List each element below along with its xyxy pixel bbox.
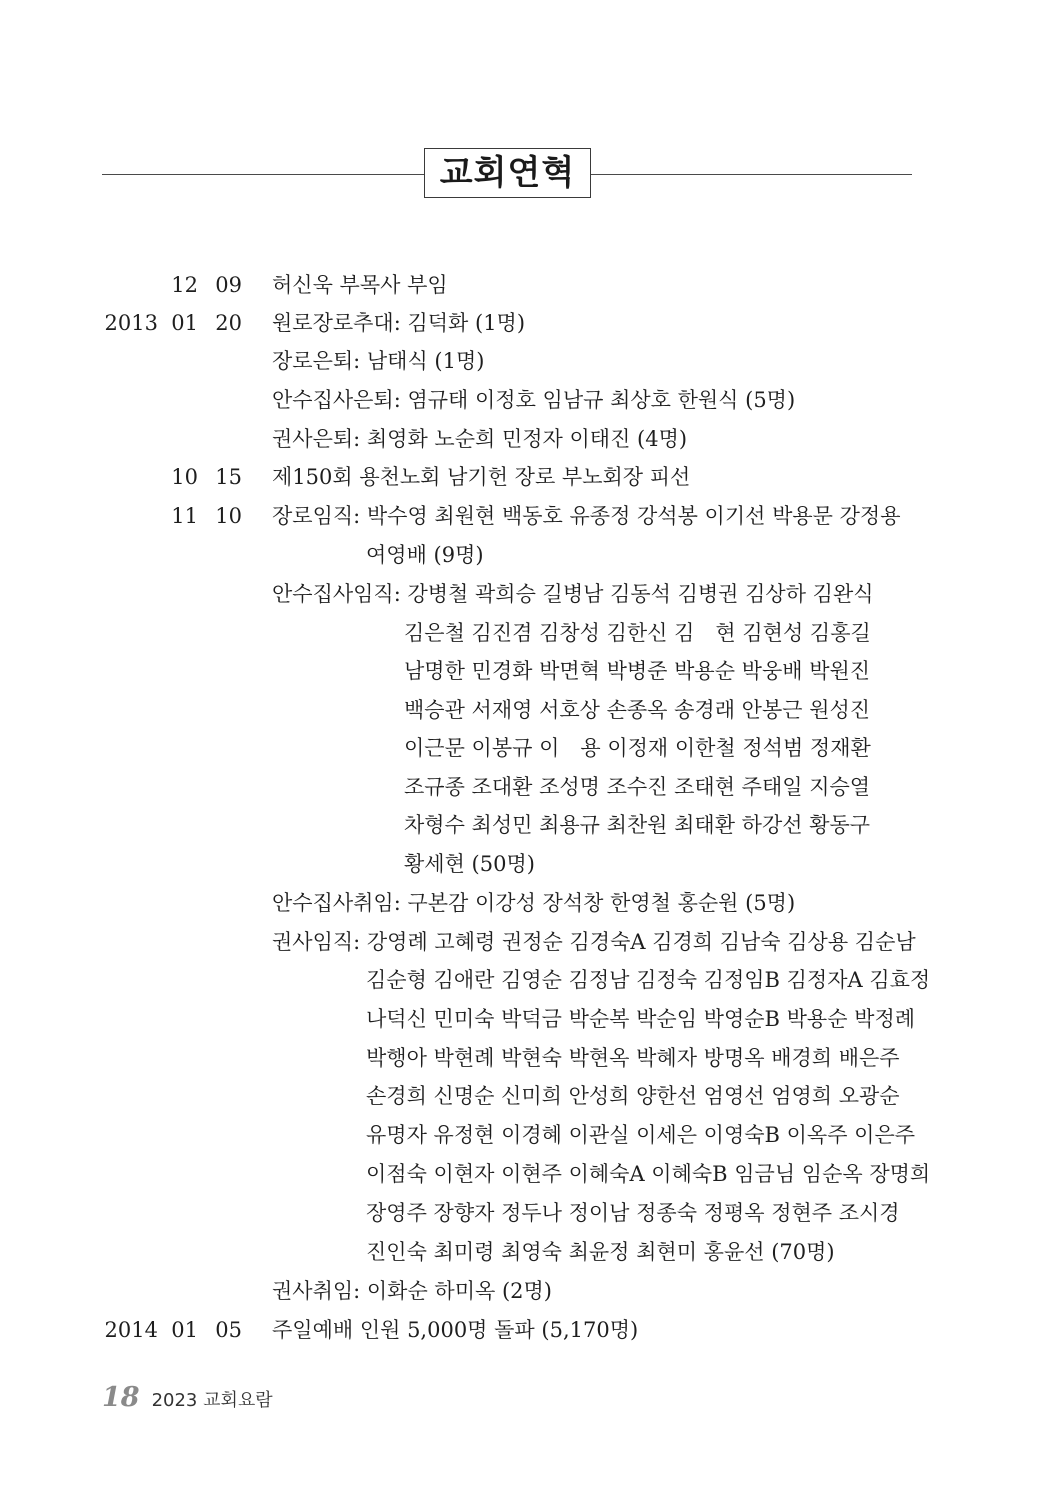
entry-text: 허신욱 부목사 부임 <box>272 273 448 297</box>
entry-line: 안수집사은퇴: 염규태 이정호 임남규 최상호 한원식 (5명) <box>272 388 796 412</box>
entry-text: 제150회 용천노회 남기헌 장로 부노회장 피선 <box>272 465 691 489</box>
entry-month: 01 <box>171 1318 198 1342</box>
entry-line: 권사취임: 이화순 하미옥 (2명) <box>272 1279 552 1303</box>
entry-continuation: 여영배 (9명) <box>366 543 484 567</box>
title-rule-right <box>591 174 912 175</box>
entry-day: 09 <box>215 273 242 297</box>
entry-line: 안수집사취임: 구본감 이강성 장석창 한영철 홍순원 (5명) <box>272 891 796 915</box>
publication-title: 2023 교회요람 <box>151 1390 273 1411</box>
entry-continuation: 조규종 조대환 조성명 조수진 조태현 주태일 지승열 <box>404 775 871 799</box>
entry-continuation: 나덕신 민미숙 박덕금 박순복 박순임 박영순B 박용순 박정례 <box>366 1007 916 1031</box>
entry-text: 장로임직: 박수영 최원현 백동호 유종정 강석봉 이기선 박용문 강정용 <box>272 504 901 528</box>
entry-line: 권사임직: 강영례 고혜령 권정순 김경숙A 김경희 김남숙 김상용 김순남 <box>272 930 916 954</box>
entry-continuation: 진인숙 최미령 최영숙 최윤정 최현미 홍윤선 (70명) <box>366 1240 835 1264</box>
entry-continuation: 유명자 유정현 이경혜 이관실 이세은 이영숙B 이옥주 이은주 <box>366 1123 916 1147</box>
entry-continuation: 박행아 박현례 박현숙 박현옥 박혜자 방명옥 배경희 배은주 <box>366 1046 900 1070</box>
history-entry <box>0 497 1049 535</box>
entry-continuation: 장영주 장향자 정두나 정이남 정종숙 정평옥 정현주 조시경 <box>366 1201 900 1225</box>
entry-continuation: 김순형 김애란 김영순 김정남 김정숙 김정임B 김정자A 김효정 <box>366 968 931 992</box>
entry-day: 10 <box>215 504 242 528</box>
entry-continuation: 김은철 김진겸 김창성 김한신 김 현 김현성 김홍길 <box>404 621 871 645</box>
history-entry <box>0 304 1049 342</box>
entry-month: 01 <box>171 311 198 335</box>
entry-continuation: 남명한 민경화 박면혁 박병준 박용순 박웅배 박원진 <box>404 659 871 683</box>
history-entry <box>0 458 1049 496</box>
entry-line: 권사은퇴: 최영화 노순희 민정자 이태진 (4명) <box>272 427 688 451</box>
entry-text: 원로장로추대: 김덕화 (1명) <box>272 311 526 335</box>
history-entry <box>0 266 1049 304</box>
entry-continuation: 백승관 서재영 서호상 손종옥 송경래 안봉근 원성진 <box>404 698 871 722</box>
entry-continuation: 차형수 최성민 최용규 최찬원 최태환 하강선 황동구 <box>404 813 871 837</box>
entry-year: 2014 <box>104 1318 158 1342</box>
title-rule-left <box>102 174 424 175</box>
entry-continuation: 황세현 (50명) <box>404 852 535 876</box>
page-footer <box>102 1378 273 1418</box>
entry-day: 20 <box>215 311 242 335</box>
entry-month: 11 <box>171 504 198 528</box>
entry-continuation: 손경희 신명순 신미희 안성희 양한선 엄영선 엄영희 오광순 <box>366 1084 900 1108</box>
entry-line: 안수집사임직: 강병철 곽희승 길병남 김동석 김병권 김상하 김완식 <box>272 582 874 606</box>
entry-text: 주일예배 인원 5,000명 돌파 (5,170명) <box>272 1318 639 1342</box>
entry-month: 10 <box>171 465 198 489</box>
entry-month: 12 <box>171 273 198 297</box>
entry-day: 15 <box>215 465 242 489</box>
entry-year: 2013 <box>104 311 158 335</box>
entry-day: 05 <box>215 1318 242 1342</box>
entry-continuation: 이근문 이봉규 이 용 이정재 이한철 정석범 정재환 <box>404 736 871 760</box>
page-number: 18 <box>102 1382 140 1413</box>
entry-continuation: 이점숙 이현자 이현주 이혜숙A 이혜숙B 임금님 임순옥 장명희 <box>366 1162 931 1186</box>
history-entry <box>0 1311 1049 1349</box>
entry-line: 장로은퇴: 남태식 (1명) <box>272 349 485 373</box>
page-title: 교회연혁 <box>439 153 576 193</box>
